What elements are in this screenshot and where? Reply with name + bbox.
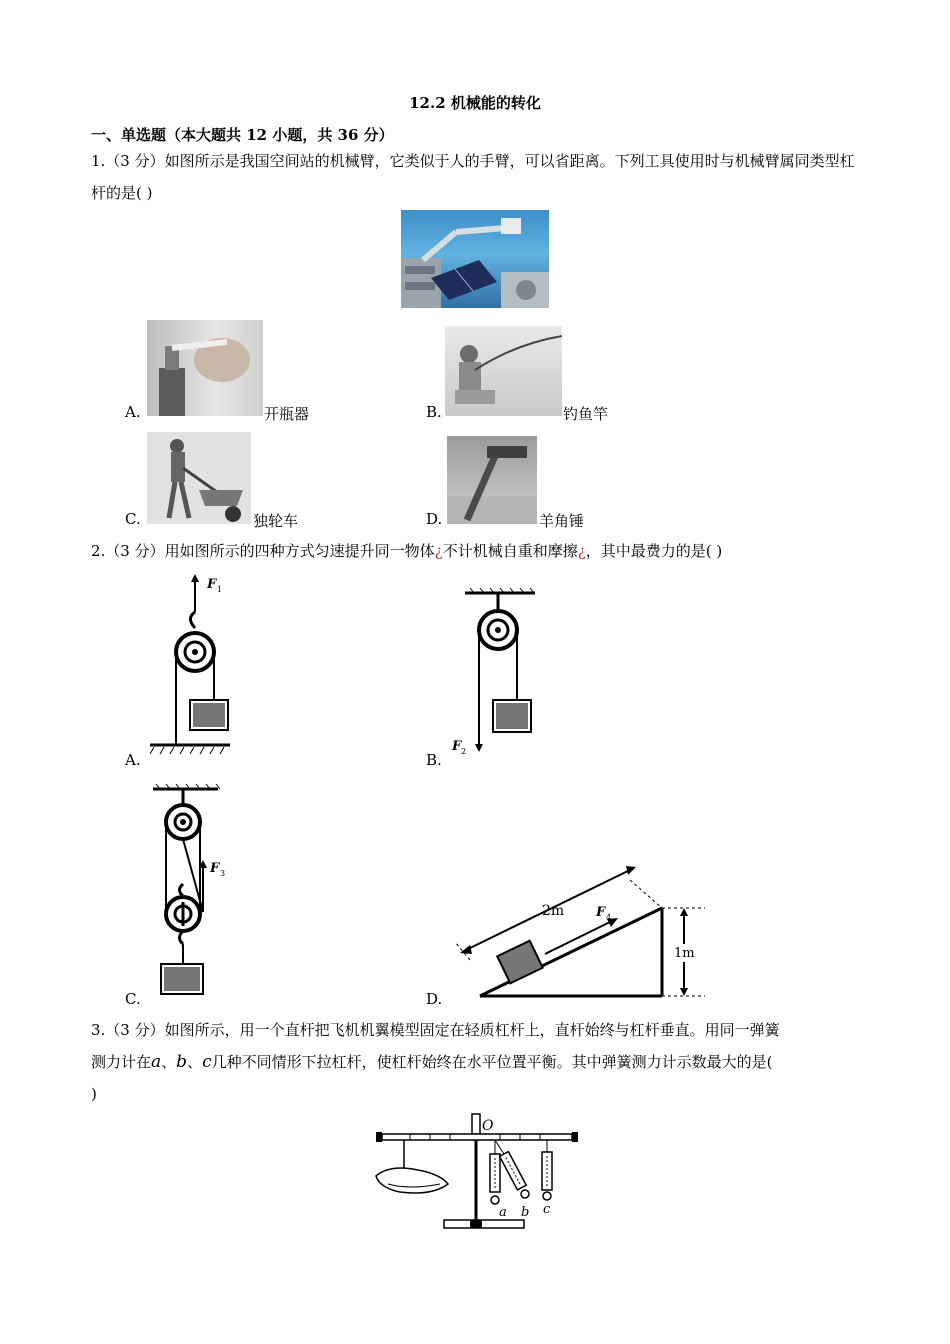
force-label-f3: F [210, 861, 220, 876]
svg-text:1: 1 [217, 585, 223, 594]
robotic-arm-drawing [401, 210, 549, 308]
var-b: b [176, 1052, 188, 1072]
option-b-photo [445, 326, 562, 416]
bottle-opener-drawing [147, 320, 263, 416]
section-heading: 一、单选题（本大题共 12 小题，共 36 分） [91, 126, 394, 144]
question-3-line-1: 3.（3 分）如图所示，用一个直杆把飞机机翼模型固定在轻质杠杆上，直杆始终与杠杆垂直。用同一弹簧 [91, 1021, 780, 1039]
q1-option-d-letter: D. [426, 510, 443, 528]
question-3-line-2: 测力计在a、b、c几种不同情形下拉杠杆，使杠杆始终在水平位置平衡。其中弹簧测力计示数最大的是( [91, 1052, 773, 1072]
svg-text:2: 2 [461, 747, 467, 756]
scale-label-b: b [521, 1205, 530, 1220]
var-a: a [151, 1052, 162, 1072]
spring-scale-c [542, 1140, 552, 1217]
q2-option-a-letter: A. [125, 751, 141, 769]
q2-option-c-letter: C. [125, 990, 141, 1008]
scale-label-c: c [543, 1202, 551, 1217]
q1-option-d-name: 羊角锤 [539, 512, 585, 530]
height-label: 1m [674, 946, 695, 961]
q3-lever-figure [370, 1112, 585, 1237]
question-3-line-3: ) [91, 1085, 97, 1103]
var-c: c [202, 1052, 212, 1072]
q1-option-a-letter: A. [125, 403, 141, 421]
question-2-text: 2.（3 分）用如图所示的四种方式匀速提升同一物体¿不计机械自重和摩擦¿，其中最费力的是( ) [91, 542, 723, 560]
force-label-f1: F [207, 577, 217, 592]
q2-option-d-letter: D. [426, 990, 443, 1008]
q1-option-c-name: 独轮车 [253, 512, 299, 530]
robotic-arm-photo [401, 210, 549, 308]
q1-option-a-name: 开瓶器 [264, 405, 310, 423]
q2-option-b-letter: B. [426, 751, 442, 769]
question-1-text: 1.（3 分）如图所示是我国空间站的机械臂，它类似于人的手臂，可以省距离。下列工具使用时与机械臂属同类型杠杆的是( ) [91, 152, 855, 202]
glyph-error-1: ¿ [434, 542, 443, 560]
spring-scale-a [490, 1140, 507, 1220]
option-a-photo [147, 320, 263, 416]
force-label-f4: F [596, 905, 606, 920]
fishing-rod-drawing [445, 326, 562, 416]
q1-option-b-name: 钓鱼竿 [563, 405, 609, 423]
q1-option-b-letter: B. [426, 403, 442, 421]
svg-text:4: 4 [606, 913, 612, 922]
page-title: 12.2 机械能的转化 [409, 94, 541, 112]
force-label-f2: F [452, 739, 462, 754]
option-c-photo [147, 432, 251, 524]
pivot-label: O [482, 1118, 494, 1134]
q2-figure-c [148, 784, 258, 999]
q1-option-c-letter: C. [125, 510, 141, 528]
length-label: 2m [542, 903, 565, 919]
q2-figure-a [150, 572, 260, 757]
q2-figure-d [450, 850, 710, 1005]
svg-text:3: 3 [220, 869, 226, 878]
wheelbarrow-drawing [147, 432, 251, 524]
option-d-photo [447, 436, 537, 524]
glyph-error-2: ¿ [577, 542, 586, 560]
claw-hammer-drawing [447, 436, 537, 524]
q2-figure-b [452, 588, 550, 758]
scale-label-a: a [499, 1205, 507, 1220]
